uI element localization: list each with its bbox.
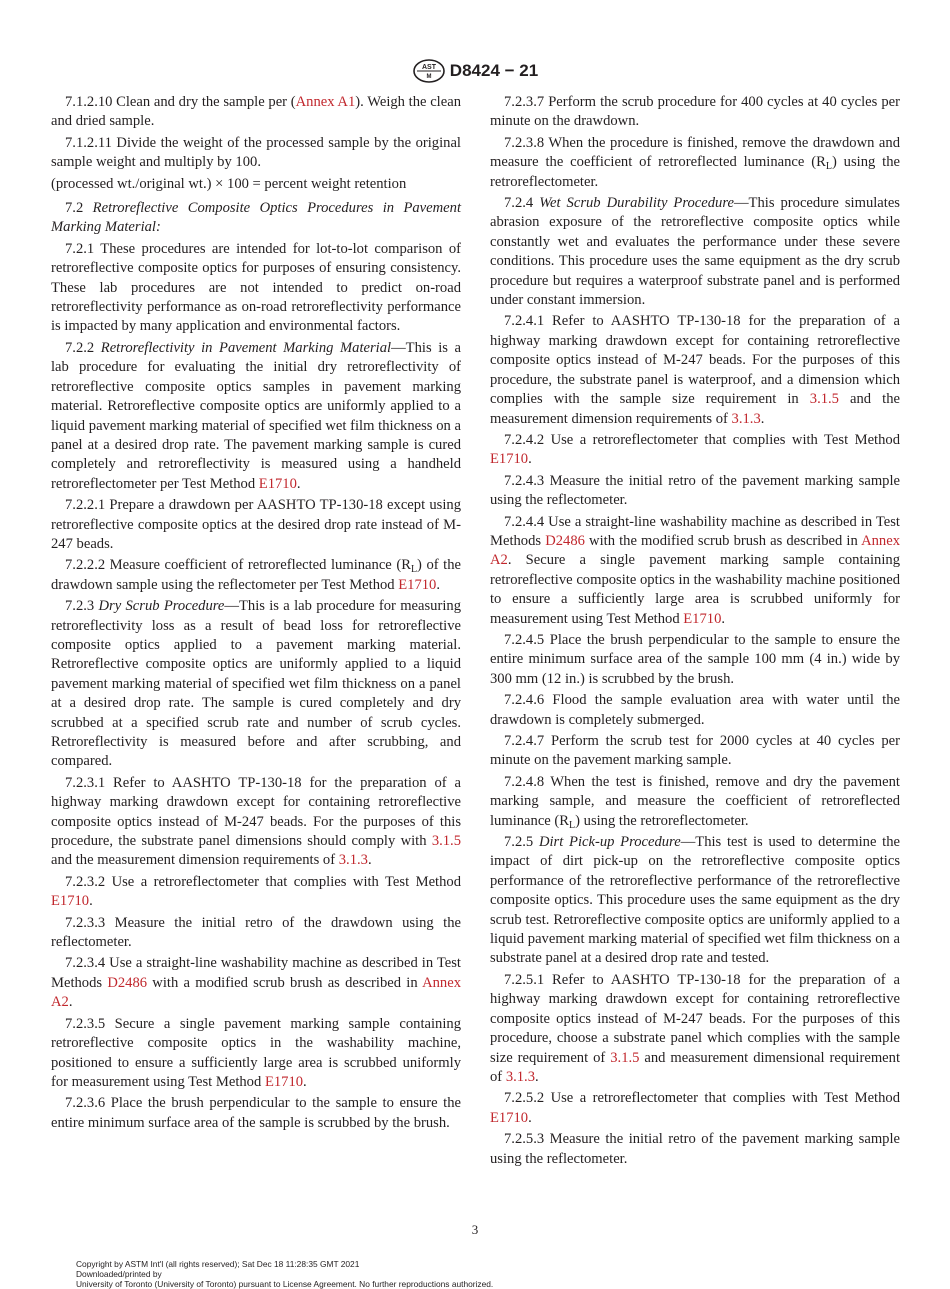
paragraph-7-2-4-8: 7.2.4.8 When the test is finished, remove and dry the pavement marking sample, and measure the coefficient of retroreflected luminance $(R_L)$ using the retroreflectometer. [490,773,900,831]
link-3-1-5[interactable]: 3.1.5 [610,1049,640,1066]
link-e1710[interactable]: E1710 [264,1073,304,1090]
copyright-footer [76,1259,493,1289]
paragraph-7-2-5-2: 7.2.5.2 Use a retroreflectometer that complies with Test Method E1710. [490,1090,900,1126]
link-e1710[interactable]: E1710 [51,893,90,910]
footer-line-downloaded: Downloaded/printed by [76,1269,162,1279]
paragraph-7-2-4-4: 7.2.4.4 Use a straight-line washability machine as described in Test Methods D2486 with the modified scrub brush as described in Annex A2. Secure a single pavement marking sample containing retroreflective composite optics in the washability machine positioned to ensure a sufficiently large area is scrubbed uniformly for measurement using Test Method E1710. [490,513,900,627]
paragraph-7-2-4-6: 7.2.4.6 Flood the sample evaluation area with water until the drawdown is completely submerged. [490,692,900,728]
formula-weight-retention: (processed wt./original wt.) × 100 = percent weight retention [51,175,407,192]
paragraph-7-2-2-1: 7.2.2.1 Prepare a drawdown per AASHTO TP-130-18 except using retroreflective composite optics at the desired drop rate instead of M-247 beads. [51,497,461,552]
link-3-1-3[interactable]: 3.1.3 [338,852,368,869]
paragraph-7-2-2: 7.2.2 Retroreflectivity in Pavement Marking Material—This is a lab procedure for evaluating the initial dry retroreflectivity of retroreflective composite optics samples in pavement marking material. Retroreflective composite optics are uniformly applied to a liquid pavement marking material of specified wet film thickness on a panel at a desired drop rate. The pavement marking sample is cured completely and retroreflectivity is measured using a handheld retroreflectometer per Test Method E1710. [51,339,461,492]
link-annex-a2[interactable]: Annex A2 [490,532,900,569]
link-e1710[interactable]: E1710 [398,576,437,593]
paragraph-7-2-4-3: 7.2.4.3 Measure the initial retro of the pavement marking sample using the reflectometer. [490,472,900,509]
left-column [51,93,461,1135]
paragraph-7-2-3-7: 7.2.3.7 Perform the scrub procedure for 400 cycles at 40 cycles per minute on the drawdown. [490,94,900,130]
link-e1710[interactable]: E1710 [683,610,722,627]
link-3-1-5[interactable]: 3.1.5 [431,833,461,850]
paragraph-7-2-1: 7.2.1 These procedures are intended for lot-to-lot comparison of retroreflective composite optics for purposes of ensuring consistency. These lab procedures are not intended to predict on-road retroreflectivity performance as on-road retroreflectivity performance is impacted by many application and environmental factors. [51,240,461,335]
paragraph-7-2-3-5: 7.2.3.5 Secure a single pavement marking sample containing retroreflective composite optics in the washability machine, positioned to ensure a sufficiently large area is scrubbed uniformly for measurement using Test Method E1710. [51,1015,461,1090]
link-e1710[interactable]: E1710 [258,475,297,492]
page-header [0,58,950,84]
paragraph-7-2-5-1: 7.2.5.1 Refer to AASHTO TP-130-18 for the preparation of a highway marking drawdown except for containing retroreflective composite optics instead of M-247 beads. For the purposes of this procedure, choose a substrate panel which complies with the sample size requirement of 3.1.5 and measurement dimensional requirement of 3.1.3. [490,971,901,1085]
link-annex-a2[interactable]: Annex A2 [51,974,461,1011]
paragraph-7-2-3-4: 7.2.3.4 Use a straight-line washability machine as described in Test Methods D2486 with a modified scrub brush as described in Annex A2. [51,955,461,1011]
document-id: D8424 − 21 [449,61,539,80]
paragraph-7-2-5: 7.2.5 Dirt Pick-up Procedure—This test is used to determine the impact of dirt pick-up on the retroreflective composite optics performance of the retroreflective performance of the retroreflective composite optics. This procedure uses the same equipment as the dry scrub test. Retroreflective composite optics are uniformly applied to a liquid pavement marking material of specified wet film thickness on a substrate panel at a desired drop rate and tested. [490,834,901,967]
paragraph-7-2-4-1: 7.2.4.1 Refer to AASHTO TP-130-18 for the preparation of a highway marking drawdown except for containing retroreflective composite optics instead of M-247 beads. For the purposes of this procedure, the substrate panel is waterproof, and a dimension which complies with the sample size requirement in 3.1.5 and the measurement dimension requirements of 3.1.3. [490,313,900,427]
paragraph-7-1-2-10: 7.1.2.10 Clean and dry the sample per (Annex A1). Weigh the clean and dried sample. [51,94,461,130]
paragraph-7-2-4-7: 7.2.4.7 Perform the scrub test for 2000 cycles at 40 cycles per minute on the pavement marking sample. [490,733,900,769]
paragraph-7-2-4-2: 7.2.4.2 Use a retroreflectometer that complies with Test Method E1710. [490,431,900,468]
page-number: 3 [471,1222,479,1237]
footer-line-license: University of Toronto (University of Toronto) pursuant to License Agreement. No further reproductions authorized. [76,1279,494,1289]
paragraph-7-2-3-1: 7.2.3.1 Refer to AASHTO TP-130-18 for the preparation of a highway marking drawdown except for containing retroreflective composite optics instead of M-247 beads. For the purposes of this procedure, the substrate panel dimensions should comply with 3.1.5 and the measurement dimension requirements of 3.1.3. [51,774,461,869]
paragraph-7-2-4-5: 7.2.4.5 Place the brush perpendicular to the sample to ensure the entire minimum surface area of the sample 100 mm (4 in.) wide by 300 mm (12 in.) is scrubbed by the brush. [490,631,900,687]
link-3-1-3[interactable]: 3.1.3 [731,410,761,427]
paragraph-7-2-3: 7.2.3 Dry Scrub Procedure—This is a lab procedure for measuring retroreflectivity loss as a result of bead loss for retroreflective composite optics applied to a pavement marking material. Retroreflective composite optics are uniformly applied to a liquid pavement marking material of specified wet film thickness on a panel at a desired drop rate. The sample is cured completely and dry scrubbed at a specified scrub rate and number of scrub cycles. Retroreflectivity is measured before and after scrubbing, and compared. [51,598,461,770]
paragraph-7-2-3-6: 7.2.3.6 Place the brush perpendicular to the sample to ensure the entire minimum surface area of the sample is scrubbed by the brush. [51,1095,461,1131]
heading-7-2: 7.2 Retroreflective Composite Optics Procedures in Pavement Marking Material: [51,200,462,236]
paragraph-7-2-3-3: 7.2.3.3 Measure the initial retro of the drawdown using the reflectometer. [51,914,461,951]
paragraph-7-2-4: 7.2.4 Wet Scrub Durability Procedure—This procedure simulates abrasion exposure of the retroreflective composite optics while constantly wet and evaluates the performance under these severe conditions. This procedure uses the same equipment as the dry scrub procedure but requires a waterproof substrate panel and is performed under constant immersion. [490,195,900,309]
svg-text:M: M [426,74,432,80]
paragraph-7-2-5-3: 7.2.5.3 Measure the initial retro of the pavement marking sample using the reflectometer. [490,1131,900,1167]
link-annex-a1[interactable]: Annex A1 [295,94,356,110]
paragraph-7-1-2-11: 7.1.2.11 Divide the weight of the processed sample by the original sample weight and multiply by 100. [51,134,461,171]
link-3-1-3[interactable]: 3.1.3 [505,1068,535,1085]
link-3-1-5[interactable]: 3.1.5 [809,391,839,408]
paragraph-7-2-3-8: 7.2.3.8 When the procedure is finished, remove the drawdown and measure the coefficient of retroreflected luminance $(R_L)$ using the retroreflectometer. [490,134,900,190]
link-d2486[interactable]: D2486 [107,974,148,991]
astm-logo-icon [412,58,446,84]
svg-text:AST: AST [421,64,436,71]
link-e1710[interactable]: E1710 [490,451,529,468]
paragraph-7-2-3-2: 7.2.3.2 Use a retroreflectometer that complies with Test Method E1710. [51,873,461,910]
link-d2486[interactable]: D2486 [545,532,585,549]
footer-line-copyright: Copyright by ASTM Int'l (all rights reserved); Sat Dec 18 11:28:35 GMT 2021 [76,1259,360,1269]
right-column [490,93,900,1171]
link-e1710[interactable]: E1710 [490,1109,529,1126]
paragraph-7-2-2-2: 7.2.2.2 Measure coefficient of retroreflected luminance $(R_L)$ of the drawdown sample using the reflectometer per Test Method E1710. [51,557,461,593]
